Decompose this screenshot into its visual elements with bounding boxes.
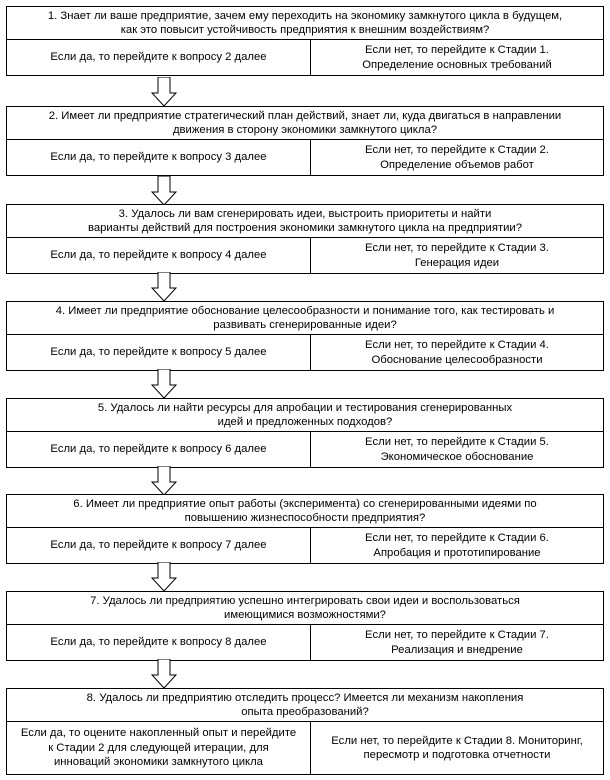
step-4-yes: Если да, то перейдите к вопросу 5 далее [7, 335, 311, 370]
step-6-no: Если нет, то перейдите к Стадии 6. Апробация и прототипирование [365, 532, 549, 559]
step-2-block [6, 106, 604, 176]
arrow-down-icon [151, 176, 177, 206]
step-6-yes: Если да, то перейдите к вопросу 7 далее [7, 528, 311, 563]
step-7-no: Если нет, то перейдите к Стадии 7. Реализация и внедрение [365, 629, 549, 656]
step-3-block [6, 204, 604, 274]
step-8-yes: Если да, то оцените накопленный опыт и перейдите к Стадии 2 для следующей итерации, для инноваций экономики замкнутого цикла [7, 722, 311, 774]
arrow-down-icon [151, 77, 177, 107]
step-1-question-line-2: как это повысит устойчивость предприятия к внешним воздействиям? [120, 24, 490, 36]
step-4-block [6, 301, 604, 371]
arrow-down-icon [151, 369, 177, 399]
step-1-question [7, 7, 603, 40]
step-1-no: Если нет, то перейдите к Стадии 1. Определение основных требований [362, 44, 552, 71]
step-1-block [6, 6, 604, 76]
arrow-down-icon [151, 659, 177, 689]
step-2-no: Если нет, то перейдите к Стадии 2. Определение объемов работ [365, 144, 549, 171]
step-5-question: 5. Удалось ли найти ресурсы для апробации и тестирования сгенерированных идей и предложенных подходов? [7, 399, 603, 432]
step-6-question: 6. Имеет ли предприятие опыт работы (эксперимента) со сгенерированными идеями по повышению жизнеспособности предприятия? [7, 495, 603, 528]
step-4-question: 4. Имеет ли предприятие обоснование целесообразности и понимание того, как тестировать и развивать сгенерированные идеи? [7, 302, 603, 335]
step-6-block [6, 494, 604, 564]
arrow-down-icon [151, 562, 177, 592]
step-1-yes: Если да, то перейдите к вопросу 2 далее [7, 40, 311, 75]
step-5-no: Если нет, то перейдите к Стадии 5. Экономическое обоснование [365, 436, 549, 463]
step-7-question: 7. Удалось ли предприятию успешно интегрировать свои идеи и воспользоваться имеющимися возможностями? [7, 592, 603, 625]
step-3-no: Если нет, то перейдите к Стадии 3. Генерация идеи [365, 242, 549, 269]
step-7-yes: Если да, то перейдите к вопросу 8 далее [7, 625, 311, 660]
step-8-question: 8. Удалось ли предприятию отследить процесс? Имеется ли механизм накопления опыта преобразований? [7, 689, 603, 722]
step-5-block [6, 398, 604, 468]
arrow-down-icon [151, 272, 177, 302]
step-2-question: 2. Имеет ли предприятие стратегический план действий, знает ли, куда двигаться в направлении движения в сторону экономики замкнутого цикла? [7, 107, 603, 140]
step-8-block [6, 688, 604, 775]
step-2-yes: Если да, то перейдите к вопросу 3 далее [7, 140, 311, 175]
step-7-block [6, 591, 604, 661]
step-3-yes: Если да, то перейдите к вопросу 4 далее [7, 238, 311, 273]
step-8-no: Если нет, то перейдите к Стадии 8. Мониторинг, пересмотр и подготовка отчетности [331, 734, 583, 761]
step-1-question-line-1: 1. Знает ли ваше предприятие, зачем ему переходить на экономику замкнутого цикла в будущем, [47, 9, 563, 22]
step-3-question: 3. Удалось ли вам сгенерировать идеи, выстроить приоритеты и найти варианты действий для построения экономики замкнутого цикла на предприятии? [7, 205, 603, 238]
arrow-down-icon [151, 466, 177, 496]
step-5-yes: Если да, то перейдите к вопросу 6 далее [7, 432, 311, 467]
step-4-no: Если нет, то перейдите к Стадии 4. Обоснование целесообразности [365, 339, 549, 366]
